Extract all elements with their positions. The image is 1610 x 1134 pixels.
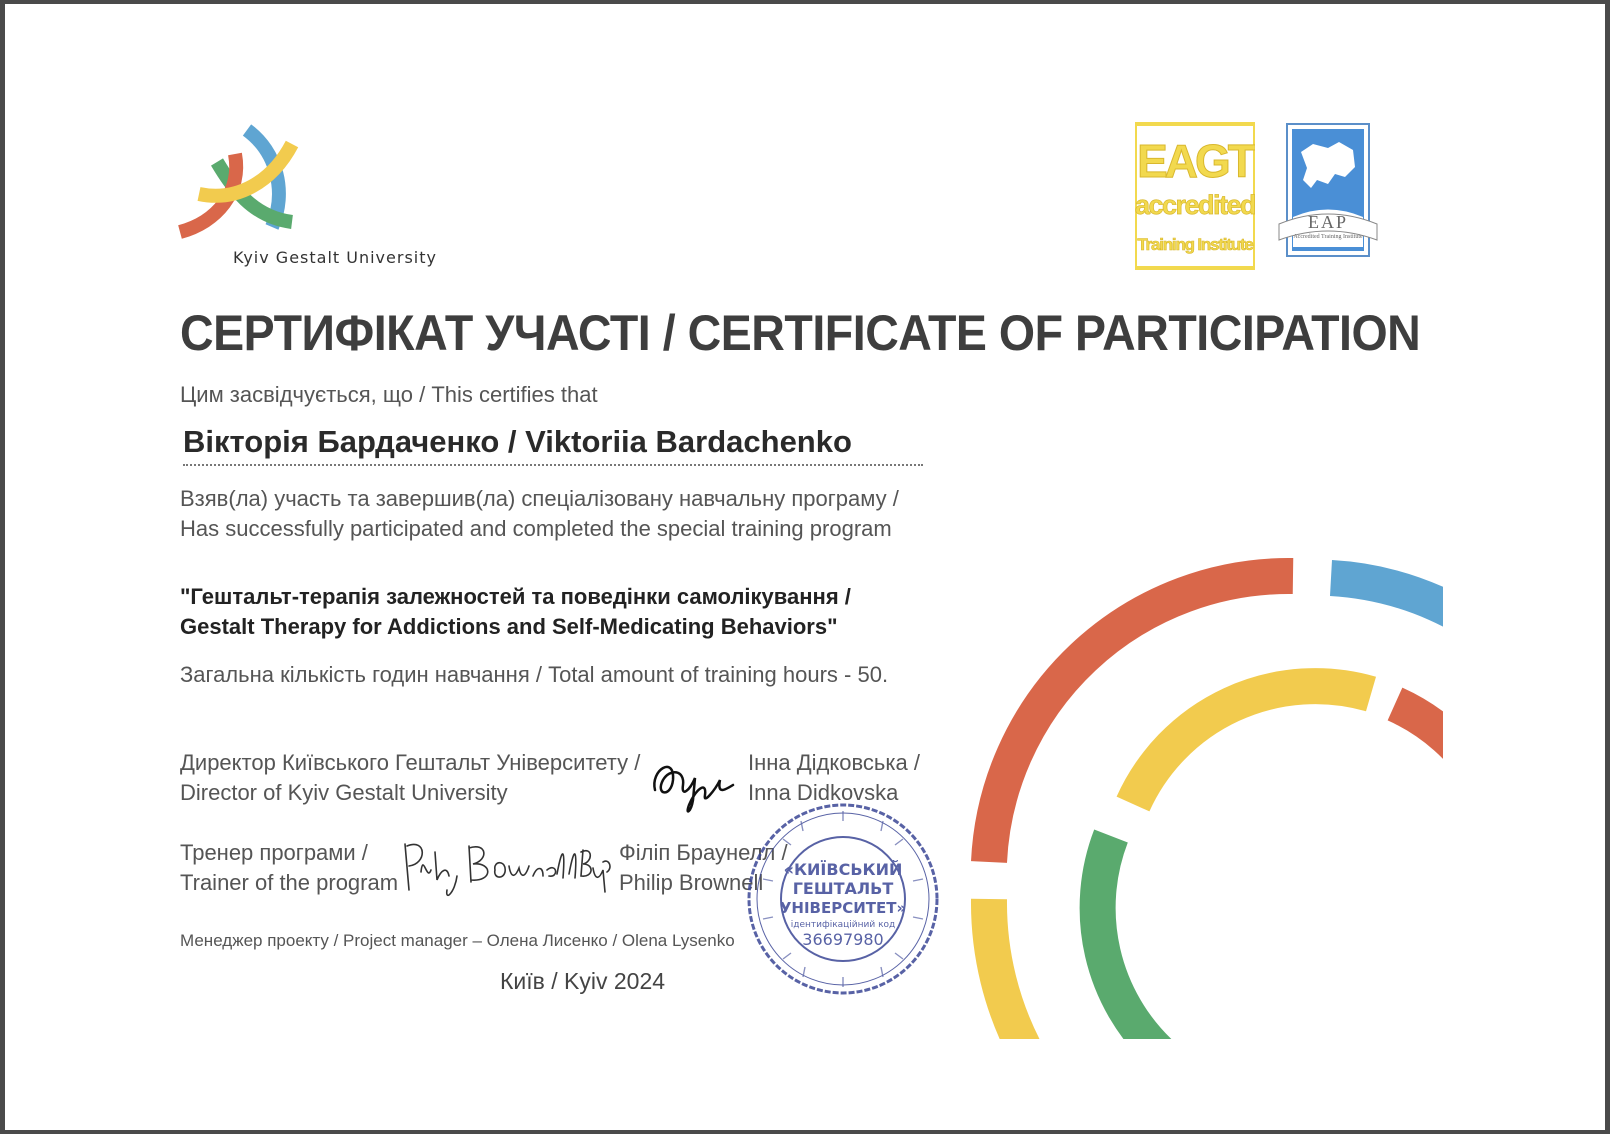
trainer-role [180, 838, 398, 898]
director-role-uk: Директор Київського Гештальт Університету / [180, 750, 641, 775]
eagt-accredited-logo [1135, 122, 1255, 270]
eagt-logo-line-3: Training Institute [1137, 235, 1253, 254]
eap-logo-line-1: EAP [1307, 212, 1349, 232]
trainer-name-en: Philip Brownell [619, 870, 764, 895]
university-logo-name: Kyiv Gestalt University [233, 248, 437, 267]
program-title [180, 582, 851, 642]
decorative-arcs [965, 554, 1450, 1054]
university-stamp [743, 799, 943, 999]
program-title-en: Gestalt Therapy for Addictions and Self-Medicating Behaviors" [180, 614, 838, 639]
certificate-page [5, 4, 1605, 1130]
director-name-uk: Інна Дідковська / [748, 750, 920, 775]
eagt-logo-line-1: EAGT [1137, 135, 1253, 187]
training-hours: Загальна кількість годин навчання / Total amount of training hours - 50. [180, 662, 889, 687]
stamp-line-5: 36697980 [802, 930, 884, 949]
director-role [180, 748, 640, 808]
completion-text-en: Has successfully participated and completed the special training program [180, 516, 892, 541]
trainer-role-uk: Тренер програми / [180, 840, 368, 865]
eap-logo-line-2: Accredited Training Institute [1293, 234, 1363, 240]
stamp-line-4: ідентифікаційний код [790, 920, 896, 930]
eagt-logo-line-2: accredited [1135, 190, 1255, 220]
stamp-line-2: ГЕШТАЛЬТ [792, 879, 894, 898]
city-year: Київ / Kyiv 2024 [500, 968, 666, 994]
director-role-en: Director of Kyiv Gestalt University [180, 780, 508, 805]
trainer-name-uk: Філіп Браунелл / [619, 840, 788, 865]
recipient-name: Вікторія Бардаченко / Viktoriia Bardachenko [183, 424, 852, 459]
completion-text-uk: Взяв(ла) участь та завершив(ла) спеціалізовану навчальну програму / [180, 486, 899, 511]
project-manager-line: Менеджер проекту / Project manager – Олена Лисенко / Olena Lysenko [180, 931, 735, 950]
certifies-line: Цим засвідчується, що / This certifies that [180, 382, 598, 407]
name-underline [183, 464, 923, 466]
director-signature [645, 750, 740, 820]
eap-accredited-logo [1273, 122, 1383, 270]
certificate-title: СЕРТИФІКАТ УЧАСТІ / CERTIFICATE OF PARTICIPATION [180, 305, 1421, 361]
stamp-line-3: УНІВЕРСИТЕТ» [779, 899, 907, 917]
program-title-uk: "Гештальт-терапія залежностей та поведінки самолікування / [180, 584, 851, 609]
stamp-line-1: «КИЇВСЬКИЙ [783, 860, 903, 879]
trainer-signature [397, 832, 617, 904]
director-name-en: Inna Didkovska [748, 780, 899, 805]
trainer-role-en: Trainer of the program [180, 870, 399, 895]
